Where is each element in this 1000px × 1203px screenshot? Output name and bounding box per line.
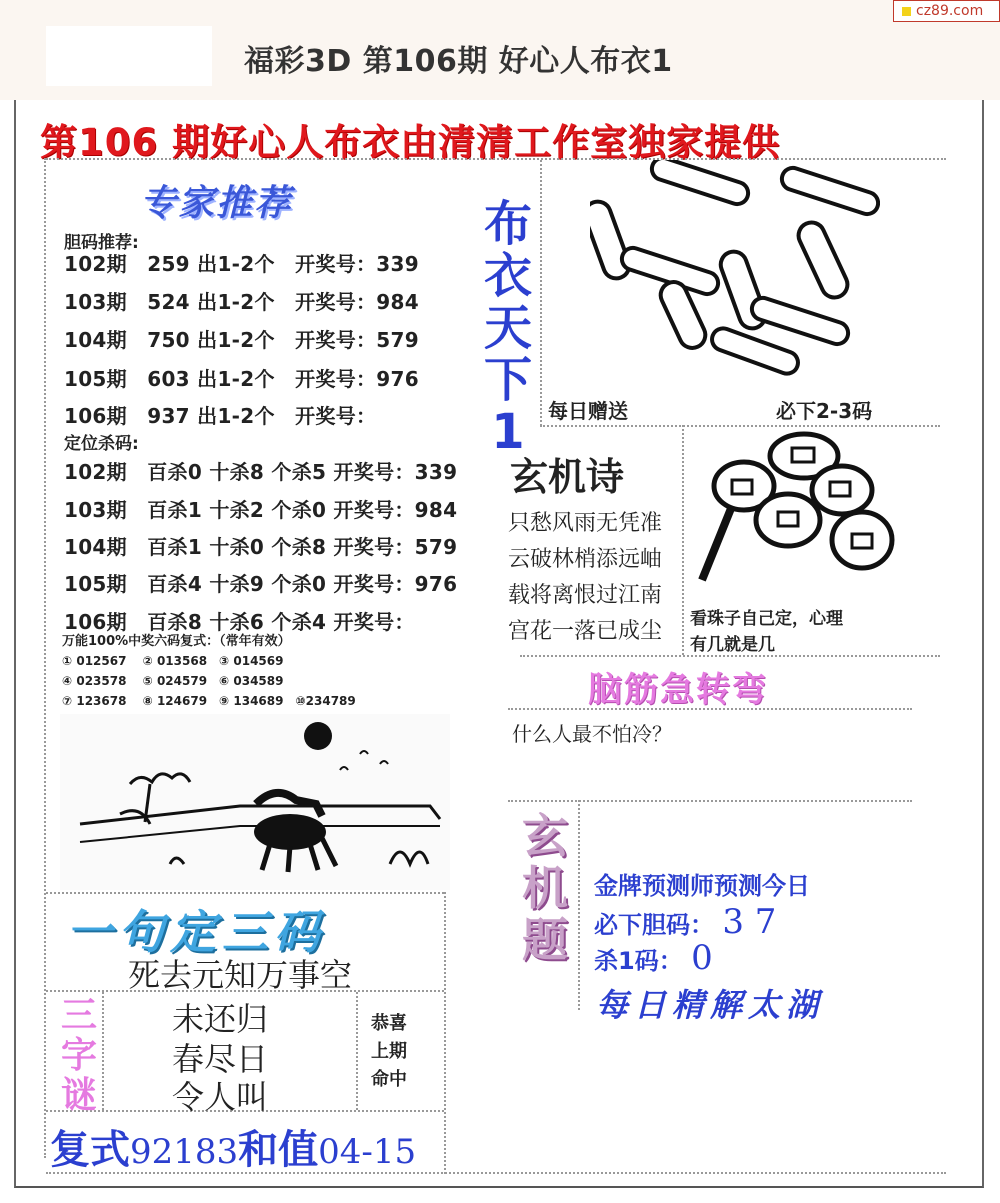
expert-title: 专家推荐 — [140, 183, 293, 224]
fushi-line — [50, 1118, 416, 1175]
buyi-char: 天 — [483, 300, 532, 356]
congrats-line: 上期 — [371, 1041, 407, 1062]
hezhi-value: 04-15 — [318, 1132, 417, 1172]
divider-left — [44, 158, 46, 1158]
pearls-text-1: 看珠子自己定，心理 — [690, 609, 843, 629]
sanzi-char: 谜 — [60, 1075, 97, 1116]
dan-row: 103期 524 出1-2个 开奖号：984 — [64, 290, 419, 314]
poem-line: 云破林梢添远岫 — [508, 547, 663, 572]
congrats-block — [366, 1010, 412, 1094]
divider-congrats — [356, 992, 358, 1110]
kill-row: 106期 百杀8 十杀6 个杀4 开奖号： — [64, 610, 415, 634]
sanzi-line: 令人叫 — [172, 1078, 269, 1116]
badge-square-icon — [902, 7, 911, 16]
buyi-char: 布 — [483, 196, 532, 252]
kill-row: 104期 百杀1 十杀0 个杀8 开奖号：579 — [64, 535, 458, 559]
combo-row: ① 012567 ② 013568 ③ 014569 — [62, 654, 284, 668]
kill-row: 103期 百杀1 十杀2 个杀0 开奖号：984 — [64, 498, 458, 522]
riddle-question: 什么人最不怕冷？ — [512, 722, 672, 746]
sticks-illustration — [590, 160, 880, 380]
dog-illustration — [60, 714, 450, 890]
congrats-line: 命中 — [371, 1069, 407, 1090]
sanzi-char: 字 — [60, 1035, 97, 1076]
yiju-title: 一句定三码 — [66, 905, 326, 959]
xuanji-vertical-title — [514, 810, 576, 966]
riddle-title: 脑筋急转弯 — [588, 670, 768, 710]
page-title: 福彩3D 第106期 好心人布衣1 — [244, 44, 673, 79]
xuanji-char: 题 — [522, 913, 568, 967]
combo-row: ④ 023578 ⑤ 024579 ⑥ 034589 — [62, 674, 284, 688]
buyi-char: 1 — [491, 404, 525, 460]
pearls-text-2: 有几就是几 — [690, 635, 775, 655]
xuanji-footer: 每日精解太湖 — [596, 986, 825, 1024]
kill-one-line — [594, 938, 713, 978]
dan-label: 胆码推荐: — [64, 233, 139, 253]
dan-row: 102期 259 出1-2个 开奖号：339 — [64, 252, 419, 276]
coins-illustration — [692, 430, 902, 600]
dan-row: 105期 603 出1-2个 开奖号：976 — [64, 367, 419, 391]
poem-line: 载将离恨过江南 — [508, 583, 663, 608]
gold-predictor-line: 金牌预测师预测今日 — [594, 872, 810, 900]
sanzi-char: 三 — [60, 995, 97, 1036]
divider-daily — [540, 425, 940, 427]
site-badge-link[interactable] — [893, 0, 1000, 22]
kill-one-label: 杀1码： — [594, 947, 683, 975]
fushi-value: 92183 — [130, 1132, 239, 1172]
kill-row: 105期 百杀4 十杀9 个杀0 开奖号：976 — [64, 572, 458, 596]
kill-one-value: 0 — [691, 938, 713, 978]
congrats-line: 恭喜 — [371, 1013, 407, 1034]
blank-logo-area — [46, 26, 212, 86]
buyi-vertical-title — [474, 198, 542, 458]
divider-xuanji-top — [508, 800, 912, 802]
divider-sanzi-vert — [102, 992, 104, 1110]
sanzi-line: 春尽日 — [172, 1040, 269, 1078]
poem-line: 宫花一落已成尘 — [508, 619, 663, 644]
kill-row: 102期 百杀0 十杀8 个杀5 开奖号：339 — [64, 460, 458, 484]
divider-yiju-top — [46, 892, 444, 894]
hezhi-label: 和值 — [238, 1127, 319, 1173]
dan-row: 104期 750 出1-2个 开奖号：579 — [64, 328, 419, 352]
combo-row: ⑦ 123678 ⑧ 124679 ⑨ 134689 ⑩234789 — [62, 694, 356, 708]
divider-poem-bottom — [520, 655, 940, 657]
daily-gift-label: 每日赠送 — [548, 399, 628, 423]
buyi-char: 下 — [483, 352, 532, 408]
buyi-char: 衣 — [483, 248, 532, 304]
sanzi-vertical-title — [56, 996, 102, 1116]
site-badge-text: cz89.com — [916, 3, 984, 19]
xuanji-char: 玄 — [522, 809, 568, 863]
dan-row: 106期 937 出1-2个 开奖号： — [64, 404, 377, 428]
must-dan-label: 必下胆码： — [594, 911, 714, 939]
kill-label: 定位杀码: — [64, 434, 139, 454]
poem-title: 玄机诗 — [510, 455, 625, 499]
banner-title: 第106 期好心人布衣由清清工作室独家提供 — [40, 121, 781, 164]
divider-xuanji-left — [578, 800, 580, 1010]
xuanji-char: 机 — [522, 861, 568, 915]
combo-title: 万能100%中奖六码复式：（常年有效） — [62, 634, 291, 649]
sanzi-line: 未还归 — [172, 1000, 269, 1038]
divider-lower-right — [444, 892, 446, 1174]
must-dan-value: 3 7 — [722, 902, 777, 942]
must-dan-line — [594, 902, 776, 942]
fushi-label: 复式 — [50, 1127, 130, 1173]
poem-line: 只愁风雨无凭准 — [508, 511, 663, 536]
daily-must-label: 必下2-3码 — [776, 399, 873, 423]
yiju-line: 死去元知万事空 — [128, 956, 353, 994]
divider-poem-right — [682, 425, 684, 655]
